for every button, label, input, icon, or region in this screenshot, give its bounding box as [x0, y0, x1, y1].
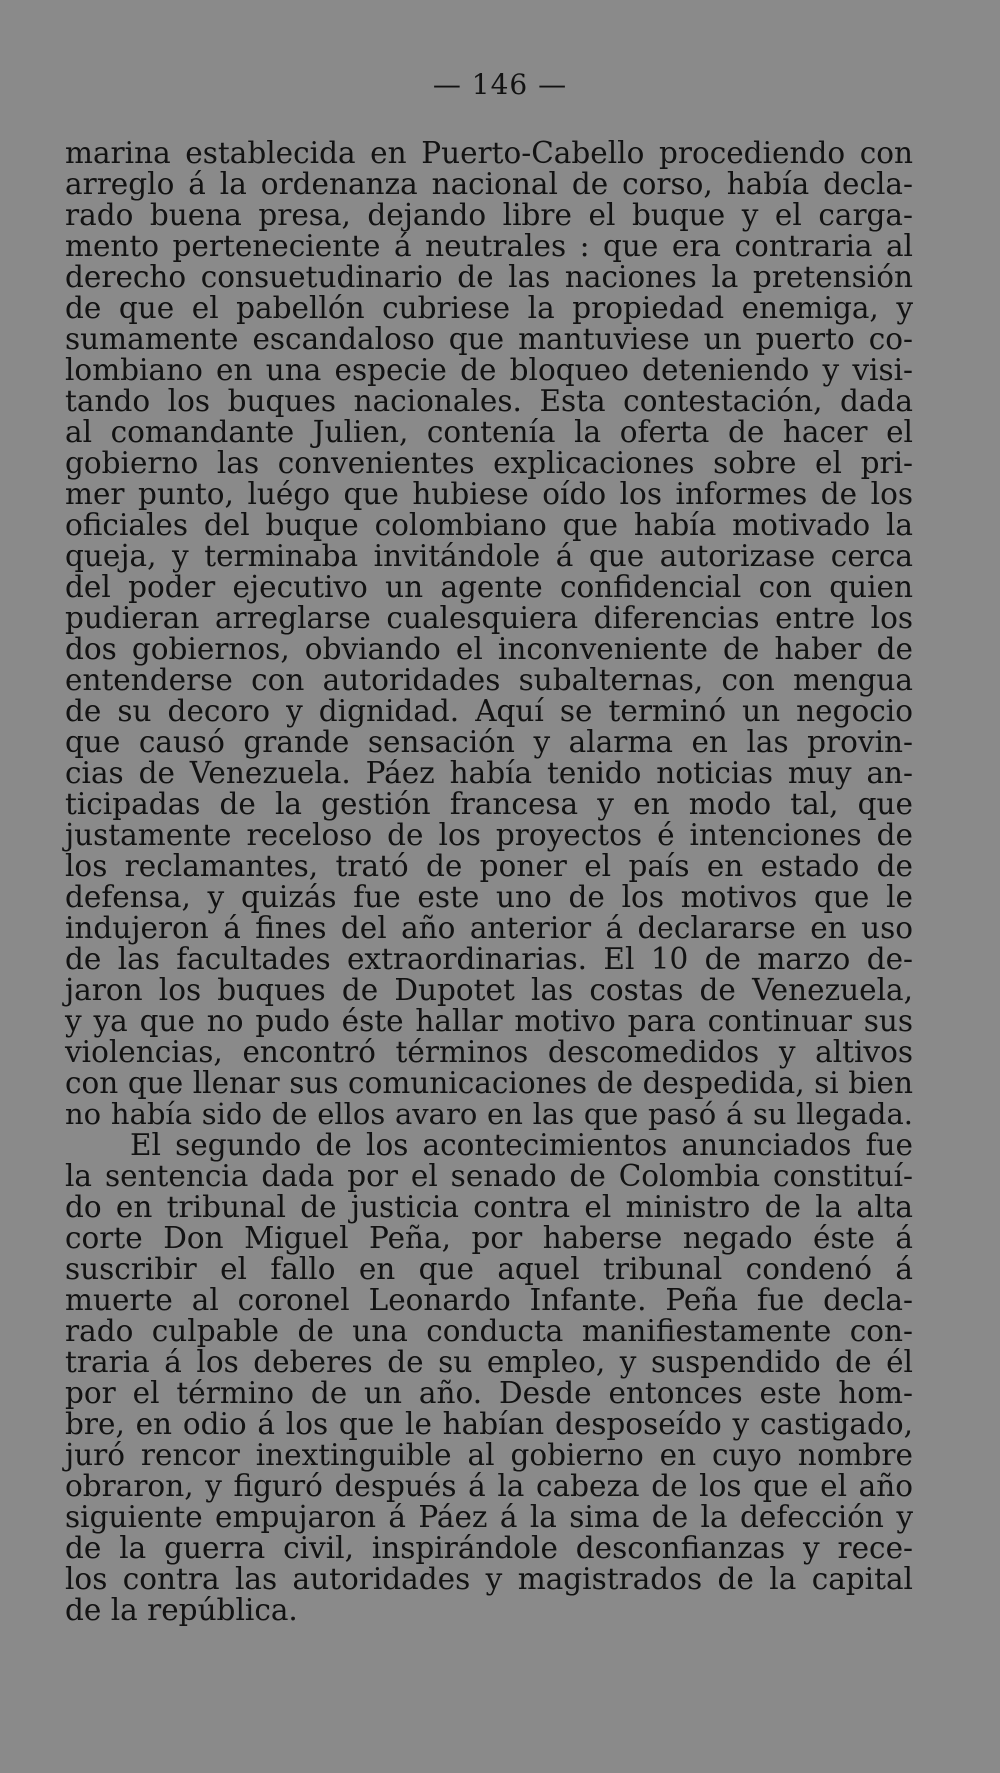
text-line: la sentencia dada por el senado de Colombia constituí-	[65, 1159, 913, 1193]
text-line: suscribir el fallo en que aquel tribunal condenó á	[65, 1252, 913, 1286]
text-line: bre, en odio á los que le habían desposeído y castigado,	[65, 1407, 913, 1441]
text-line: mento perteneciente á neutrales : que era contraria al	[65, 229, 913, 263]
text-line: oficiales del buque colombiano que había motivado la	[65, 508, 913, 542]
text-line: entenderse con autoridades subalternas, con mengua	[65, 663, 913, 697]
text-line: indujeron á fines del año anterior á declararse en uso	[65, 911, 913, 945]
text-line: no había sido de ellos avaro en las que pasó á su llegada.	[65, 1097, 913, 1131]
text-line: ticipadas de la gestión francesa y en modo tal, que	[65, 787, 913, 821]
text-line: sumamente escandaloso que mantuviese un puerto co-	[65, 322, 913, 356]
text-line: cias de Venezuela. Páez había tenido noticias muy an-	[65, 756, 913, 790]
text-line: queja, y terminaba invitándole á que autorizase cerca	[65, 539, 913, 573]
text-line: al comandante Julien, contenía la oferta de hacer el	[65, 415, 913, 449]
text-line: de que el pabellón cubriese la propiedad enemiga, y	[65, 291, 913, 325]
text-line: mer punto, luégo que hubiese oído los informes de los	[65, 477, 913, 511]
text-line: los contra las autoridades y magistrados de la capital	[65, 1562, 913, 1596]
text-line: marina establecida en Puerto-Cabello procediendo con	[65, 136, 913, 170]
text-line: jaron los buques de Dupotet las costas de Venezuela,	[65, 973, 913, 1007]
text-line: juró rencor inextinguible al gobierno en cuyo nombre	[65, 1438, 913, 1472]
text-line: arreglo á la ordenanza nacional de corso, había decla-	[65, 167, 913, 201]
text-line: con que llenar sus comunicaciones de despedida, si bien	[65, 1066, 913, 1100]
text-line: de las facultades extraordinarias. El 10 de marzo de-	[65, 942, 913, 976]
text-line: violencias, encontró términos descomedidos y altivos	[65, 1035, 913, 1069]
text-line: que causó grande sensación y alarma en las provin-	[65, 725, 913, 759]
page-number: — 146 —	[432, 68, 568, 101]
text-line: del poder ejecutivo un agente confidencial con quien	[65, 570, 913, 604]
text-line: los reclamantes, trató de poner el país en estado de	[65, 849, 913, 883]
text-line: derecho consuetudinario de las naciones la pretensión	[65, 260, 913, 294]
text-line-last: de la república.	[65, 1593, 298, 1627]
text-line: de la guerra civil, inspirándole desconfianzas y rece-	[65, 1531, 913, 1565]
text-line: rado buena presa, dejando libre el buque y el carga-	[65, 198, 913, 232]
text-line: pudieran arreglarse cualesquiera diferencias entre los	[65, 601, 913, 635]
text-line: tando los buques nacionales. Esta contestación, dada	[65, 384, 913, 418]
text-line: dos gobiernos, obviando el inconveniente de haber de	[65, 632, 913, 666]
text-line: siguiente empujaron á Páez á la sima de la defección y	[65, 1500, 913, 1534]
text-line: muerte al coronel Leonardo Infante. Peña fue decla-	[65, 1283, 913, 1317]
text-line: y ya que no pudo éste hallar motivo para continuar sus	[65, 1004, 913, 1038]
text-line: por el término de un año. Desde entonces este hom-	[65, 1376, 913, 1410]
text-line: defensa, y quizás fue este uno de los motivos que le	[65, 880, 913, 914]
text-line: rado culpable de una conducta manifiestamente con-	[65, 1314, 913, 1348]
paragraph-start-line: El segundo de los acontecimientos anunciados fue	[130, 1128, 913, 1162]
text-line: de su decoro y dignidad. Aquí se terminó un negocio	[65, 694, 913, 728]
text-line: gobierno las convenientes explicaciones sobre el pri-	[65, 446, 913, 480]
text-line: obraron, y figuró después á la cabeza de los que el año	[65, 1469, 913, 1503]
text-line: do en tribunal de justicia contra el ministro de la alta	[65, 1190, 913, 1224]
text-line: corte Don Miguel Peña, por haberse negado éste á	[65, 1221, 913, 1255]
text-line: lombiano en una especie de bloqueo deteniendo y visi-	[65, 353, 913, 387]
text-line: justamente receloso de los proyectos é intenciones de	[65, 818, 913, 852]
text-line: traria á los deberes de su empleo, y suspendido de él	[65, 1345, 913, 1379]
